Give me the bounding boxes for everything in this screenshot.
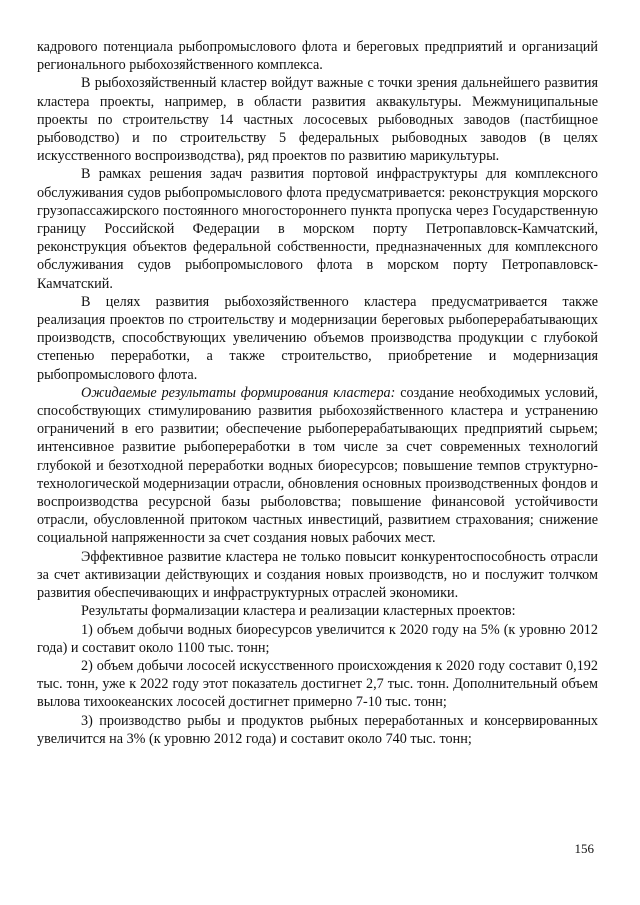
- paragraph-7-text: Результаты формализации кластера и реализации кластерных проектов:: [81, 603, 516, 620]
- list-item-1-text: 1) объем добычи водных биоресурсов увеличится к 2020 году на 5% (к уровню 2012 года) и составит около 1100 тыс. тонн;: [37, 621, 598, 656]
- paragraph-4: [37, 293, 598, 384]
- document-page: [37, 38, 598, 748]
- list-item-2-text: 2) объем добычи лососей искусственного происхождения к 2020 году составит 0,192 тыс. тонн, уже к 2022 году этот показатель достигнет 2,7 тыс. тонн. Дополнительный объем вылова тихоокеанских лососей достигнет примерно 7-10 тыс. тонн;: [37, 657, 598, 711]
- paragraph-3-text: В рамках решения задач развития портовой инфраструктуры для комплексного обслуживания судов рыбопромыслового флота предусматривается: реконструкция морского грузопассажирского постоянного многостороннего пункта пропуска через Государственную границу Российской Федерации в морском порту Петропавловск-Камчатский, реконструкция объектов федеральной собственности, предназначенных для комплексного обслуживания судов рыбопромыслового флота в морском порту Петропавловск-Камчатский.: [37, 166, 598, 292]
- paragraph-6-text: Эффективное развитие кластера не только повысит конкурентоспособность отрасли за счет активизации действующих и создания новых производств, но и послужит толчком развития обеспечивающих и инфраструктурных отраслей экономики.: [37, 548, 598, 602]
- paragraph-3: [37, 165, 598, 292]
- list-item-1: [37, 621, 598, 657]
- paragraph-2: [37, 74, 598, 165]
- paragraph-7: [37, 602, 598, 620]
- paragraph-1-text: кадрового потенциала рыбопромыслового флота и береговых предприятий и организаций регионального рыбохозяйственного комплекса.: [37, 39, 598, 74]
- paragraph-2-text: В рыбохозяйственный кластер войдут важные с точки зрения дальнейшего развития кластера проекты, например, в области развития аквакультуры. Межмуниципальные проекты по строительству 14 частных лососевых рыбоводных заводов (пастбищное рыбоводство) и по строительству 5 федеральных рыбоводных заводов (в целях искусственного воспроизводства), ряд проектов по развитию марикультуры.: [37, 75, 598, 165]
- list-item-3-text: 3) производство рыбы и продуктов рыбных переработанных и консервированных увеличится на 3% (к уровню 2012 года) и составит около 740 тыс. тонн;: [37, 712, 598, 747]
- paragraph-5-text: создание необходимых условий, способствующих стимулированию развития рыбохозяйственного кластера и устранению ограничений в его развитии; обеспечение рыбоперерабатывающих предприятий сырьем; интенсивное развитие рыбопереработки в том числе за счет современных технологий глубокой и безотходной переработки водных биоресурсов; повышение темпов структурно-технологической модернизации отрасли, обновления основных производственных фондов и воспроизводства ресурсной базы рыболовства; повышение финансовой устойчивости отрасли, обусловленной притоком частных инвестиций, развитием страхования; снижение социальной напряженности за счет создания новых рабочих мест.: [37, 384, 598, 547]
- paragraph-6: [37, 548, 598, 603]
- list-item-2: [37, 657, 598, 712]
- paragraph-4-text: В целях развития рыбохозяйственного кластера предусматривается также реализация проектов по строительству и модернизации береговых рыбоперерабатывающих производств, способствующих увеличению объемов производства продукции с глубокой степенью переработки, а также строительство, приобретение и модернизация рыбопромыслового флота.: [37, 293, 598, 383]
- paragraph-5: [37, 384, 598, 548]
- paragraph-1: [37, 38, 598, 74]
- page-number: 156: [574, 841, 594, 856]
- list-item-3: [37, 712, 598, 748]
- paragraph-5-lead: Ожидаемые результаты формирования кластера:: [81, 384, 396, 401]
